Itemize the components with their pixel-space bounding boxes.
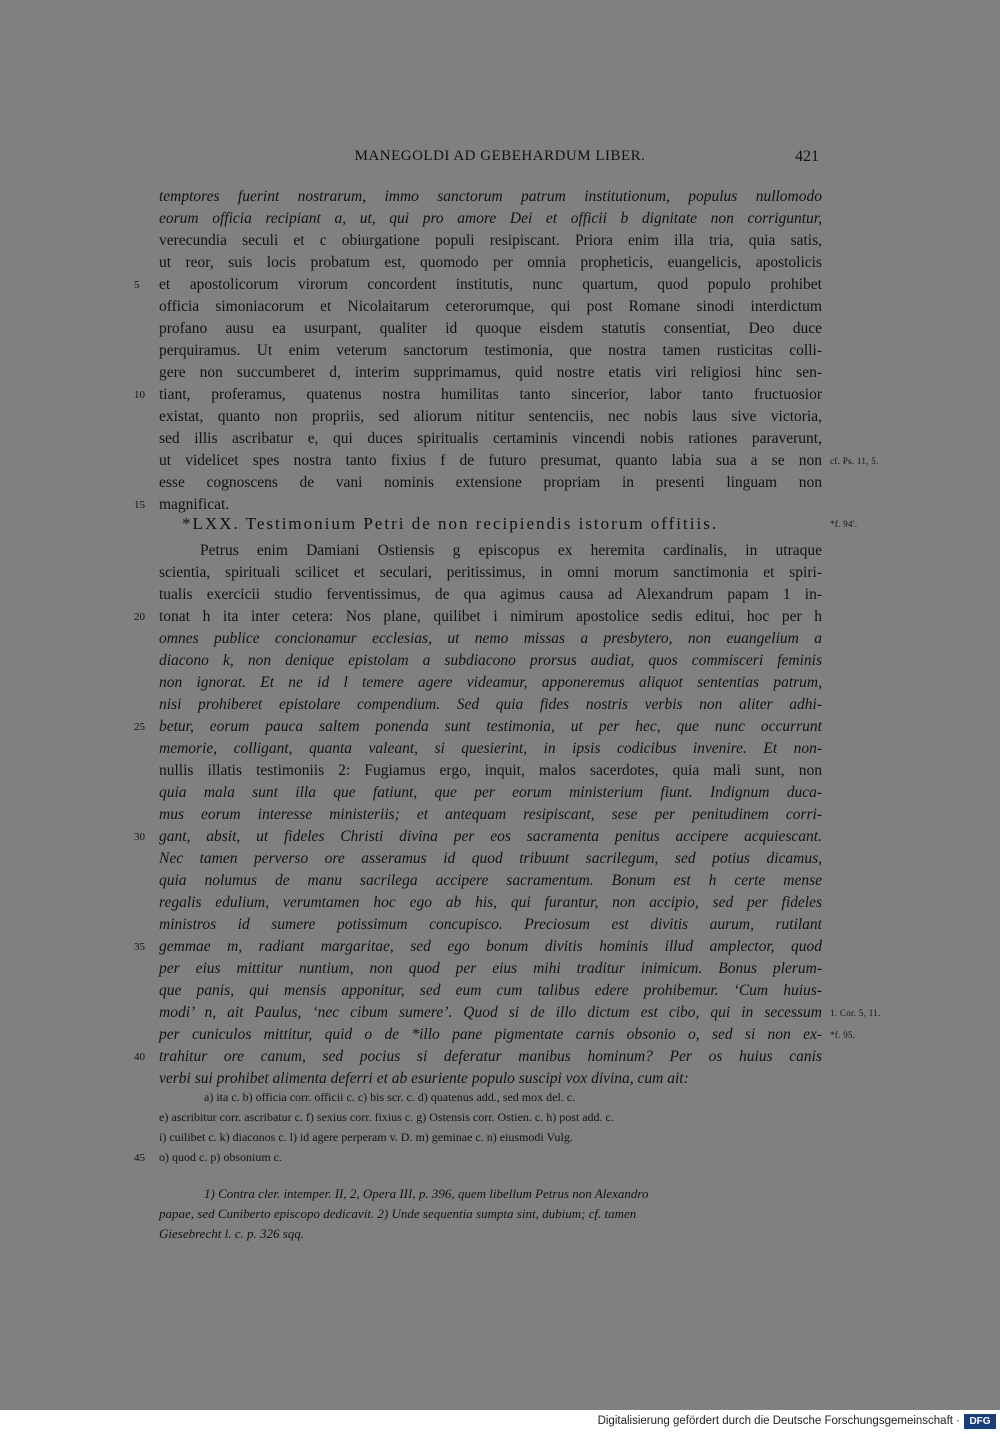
text-line: memorie, colligant, quanta valeant, si quesierint, in ipsis codicibus invenire. Et non-	[159, 740, 822, 757]
line-number: 25	[134, 721, 145, 733]
margin-note: 1. Cor. 5, 11.	[830, 1008, 881, 1018]
line-number: 15	[134, 499, 145, 511]
text-line: betur, eorum pauca saltem ponenda sunt testimonia, ut per hec, que nunc occurrunt	[159, 718, 822, 735]
text-line: Nec tamen perverso ore asseramus id quod tribuunt sacrilegum, sed potius dicamus,	[159, 850, 822, 867]
text-line: nisi prohiberet epistolare compendium. Sed quia fides nostris verbis non aliter adhi-	[159, 696, 822, 713]
text-line: esse cognoscens de vani nominis extensione propriam in presenti linguam non	[159, 474, 822, 491]
variant-note: i) cuilibet c. k) diaconos c. l) id agere perperam v. D. m) geminae c. n) eiusmodi Vulg.	[159, 1130, 573, 1144]
text-line: magnificat.	[159, 496, 230, 513]
source-note: 1) Contra cler. intemper. II, 2, Opera III, p. 396, quem libellum Petrus non Alexandro	[204, 1186, 649, 1201]
text-line: diacono k, non denique epistolam a subdiacono prorsus audiat, quos commisceri feminis	[159, 652, 822, 669]
text-line: et apostolicorum virorum concordent institutis, nunc quartum, quod populo prohibet	[159, 276, 822, 293]
variant-note: a) ita c. b) officia corr. officii c. c) bis scr. c. d) quatenus add., sed mox del. c.	[204, 1090, 576, 1104]
margin-note: cf. Ps. 11, 5.	[830, 456, 879, 466]
source-note: Giesebrecht l. c. p. 326 sqq.	[159, 1226, 305, 1241]
text-line: temptores fuerint nostrarum, immo sanctorum patrum institutionum, populus nullomodo	[159, 188, 822, 205]
text-line: ut videlicet spes nostra tanto fixius f de futuro presumat, quanto labia sua a se non	[159, 452, 822, 469]
text-line: officia simoniacorum et Nicolaitarum ceterorumque, qui post Romane sinodi interdictum	[159, 298, 822, 315]
text-line: perquiramus. Ut enim veterum sanctorum testimonia, que nostra tamen rusticitas colli-	[159, 342, 822, 359]
source-note: papae, sed Cuniberto episcopo dedicavit. 2) Unde sequentia sumpta sint, dubium; cf. tamen	[159, 1206, 637, 1221]
text-line: scientia, spirituali scilicet et seculari, peritissimus, in omni morum sanctimonia et spiri-	[159, 564, 822, 581]
text-line: tiant, proferamus, quatenus nostra humilitas tanto sincerior, labor tanto fructuosior	[159, 386, 822, 403]
text-line: per cuniculos mittitur, quid o de *illo pane pigmentate carnis obsonio o, sed si non ex-	[159, 1026, 822, 1043]
text-line: Petrus enim Damiani Ostiensis g episcopus ex heremita cardinalis, in utraque	[200, 542, 822, 559]
variant-note: e) ascribitur corr. ascribatur c. f) sexius corr. fixius c. g) Ostensis corr. Ostien. c. h) post add. c.	[159, 1110, 614, 1124]
text-line: modi’ n, ait Paulus, ‘nec cibum sumere’. Quod si de illo dictum est cibo, qui in secessum	[159, 1004, 822, 1021]
text-line: regalis edulium, verumtamen hoc ego ab his, qui furantur, non accipio, sed per fideles	[159, 894, 822, 911]
funding-footer	[0, 1410, 1000, 1434]
page-number: 421	[795, 148, 819, 165]
line-number: 35	[134, 941, 145, 953]
text-line: trahitur ore canum, sed pocius si deferatur manibus hominum? Per os huius canis	[159, 1048, 822, 1065]
variant-note: o) quod c. p) obsonium c.	[159, 1150, 282, 1164]
text-line: eorum officia recipiant a, ut, qui pro amore Dei et officii b dignitate non corriguntur,	[159, 210, 822, 227]
section-heading: *LXX. Testimonium Petri de non recipiendis istorum offitiis.	[182, 514, 719, 533]
line-number: 40	[134, 1051, 145, 1063]
text-line: per eius mittitur nuntium, non quod per eius mihi traditur inimicum. Bonus plerum-	[159, 960, 822, 977]
line-number: 45	[134, 1152, 145, 1164]
text-line: profano ausu ea usurpant, qualiter id quoque eisdem statutis consentiat, Deo duce	[159, 320, 822, 337]
margin-note: *f. 95.	[830, 1030, 856, 1040]
text-line: verbi sui prohibet alimenta deferri et ab esuriente populo suscipi vox divina, cum ait:	[159, 1070, 689, 1087]
text-line: que panis, qui mensis apponitur, sed eum cum talibus edere prohibemur. ‘Cum huius-	[159, 982, 822, 999]
funding-text: Digitalisierung gefördert durch die Deutsche Forschungsgemeinschaft ·	[597, 1415, 960, 1427]
text-line: mus eorum interesse ministeriis; et antequam resipiscant, sese per penitudinem corri-	[159, 806, 822, 823]
text-line: tonat h ita inter cetera: Nos plane, quilibet i nimirum apostolice sedis editui, hoc per h	[159, 608, 822, 625]
text-line: verecundia seculi et c obiurgatione populi resipiscant. Priora enim illa tria, quia satis,	[159, 232, 822, 249]
text-line: ut reor, suis locis probatum est, quomodo per omnia propheticis, euangelicis, apostolicis	[159, 254, 822, 271]
running-header	[0, 148, 1000, 170]
line-number: 10	[134, 389, 145, 401]
text-line: omnes publice concionamur ecclesias, ut nemo missas a presbytero, non euangelium a	[159, 630, 822, 647]
text-line: quia mala sunt illa que fatiunt, que per eorum ministerium fiunt. Indignum duca-	[159, 784, 822, 801]
text-line: tualis exercicii studio ferventissimus, de qua agimus causa ad Alexandrum papam 1 in-	[159, 586, 822, 603]
text-line: existat, quanto non propriis, sed aliorum nititur sentenciis, nec nobis laus sive victoria,	[159, 408, 822, 425]
text-line: gant, absit, ut fideles Christi divina per eos sacramenta penitus accipere acquiescant.	[159, 828, 822, 845]
text-line: ministros id sumere potissimum concupisco. Preciosum est divitis aurum, rutilant	[159, 916, 822, 933]
line-number: 20	[134, 611, 145, 623]
text-line: non ignorat. Et ne id l temere agere videamur, apponeremus aliquot sententias patrum,	[159, 674, 822, 691]
page-title: MANEGOLDI AD GEBEHARDUM LIBER.	[354, 148, 646, 164]
text-line: nullis illatis testimoniis 2: Fugiamus ergo, inquit, malos sacerdotes, quia mali sunt, non	[159, 762, 822, 779]
text-line: gere non succumberet d, interim supprimamus, quid nostre etatis viri religiosi hinc sen-	[159, 364, 822, 381]
text-line: quia nolumus de manu sacrilega accipere sacramentum. Bonum est h certe mense	[159, 872, 822, 889]
dfg-logo: DFG	[964, 1414, 996, 1429]
text-line: gemmae m, radiant margaritae, sed ego bonum divitis hominis illud amplector, quod	[159, 938, 822, 955]
line-number: 30	[134, 831, 145, 843]
margin-note: *f. 94'.	[830, 519, 858, 529]
line-number: 5	[134, 279, 140, 291]
text-line: sed illis ascribatur e, qui duces spiritualis certaminis vincendi nobis rationes paraverunt,	[159, 430, 822, 447]
